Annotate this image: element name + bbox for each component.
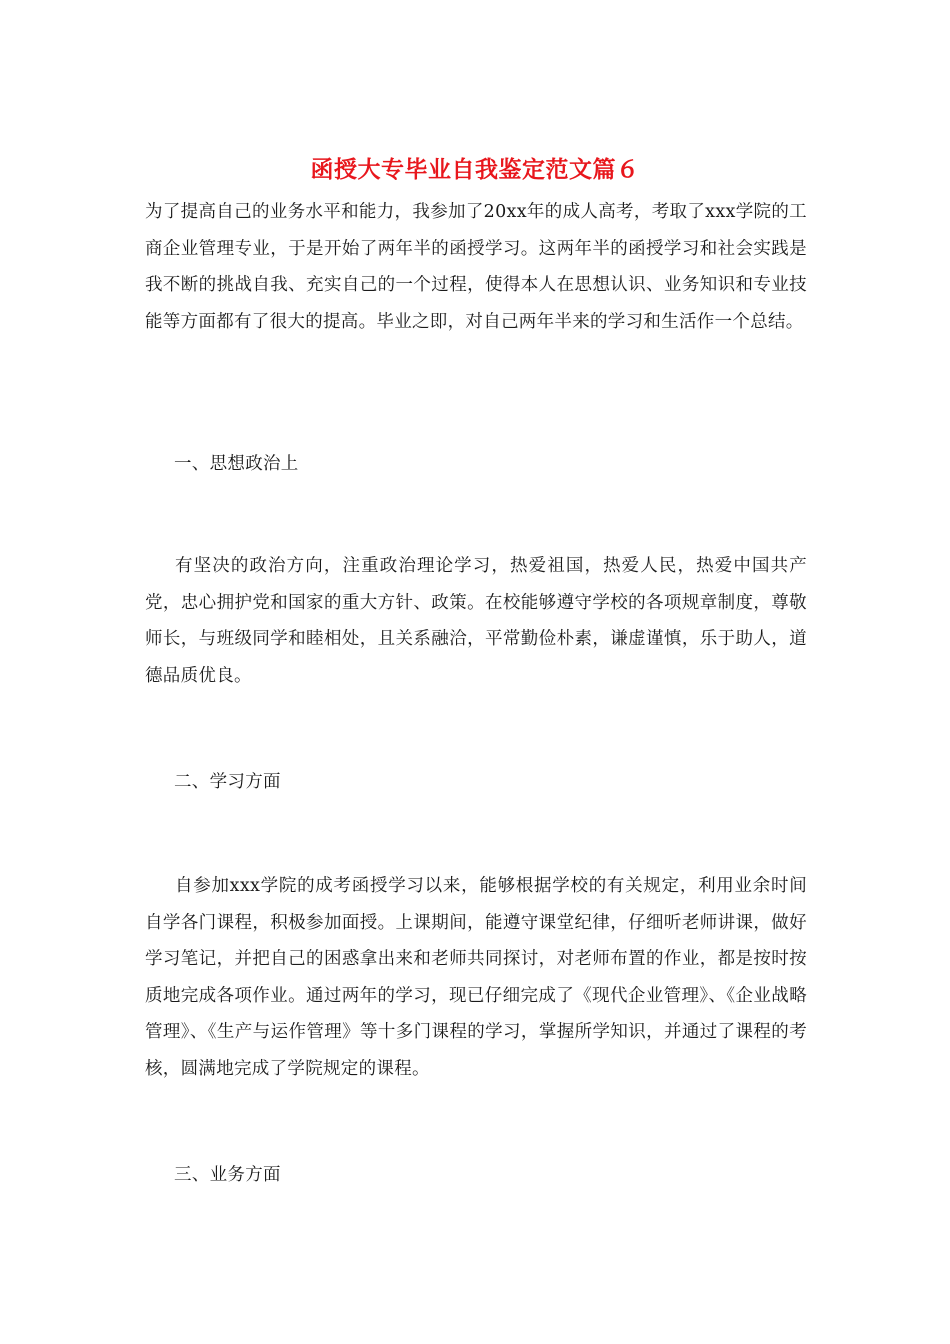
- section-heading-business: 三、业务方面: [174, 1165, 281, 1185]
- section-heading-study: 二、学习方面: [174, 772, 281, 792]
- document-title: 函授大专毕业自我鉴定范文篇６: [310, 156, 640, 183]
- section-body-study: 自参加xxx学院的成考函授学习以来，能够根据学校的有关规定，利用业余时间自学各门课程，积极参加面授。上课期间，能遵守课堂纪律，仔细听老师讲课，做好学习笔记，并把自己的困惑拿出来和老师共同探讨，对老师布置的作业，都是按时按质地完成各项作业。通过两年的学习，现已仔细完成了《现代企业管理》、《企业战略管理》、《生产与运作管理》等十多门课程的学习，掌握所学知识，并通过了课程的考核，圆满地完成了学院规定的课程。: [145, 876, 807, 1079]
- section-heading-politics: 一、思想政治上: [174, 454, 299, 474]
- section-body-politics: 有坚决的政治方向，注重政治理论学习，热爱祖国，热爱人民，热爱中国共产党，忠心拥护党和国家的重大方针、政策。在校能够遵守学校的各项规章制度，尊敬师长，与班级同学和睦相处，且关系融洽，平常勤俭朴素，谦虚谨慎，乐于助人，道德品质优良。: [145, 556, 807, 686]
- intro-paragraph: 为了提高自己的业务水平和能力，我参加了20xx年的成人高考，考取了xxx学院的工商企业管理专业，于是开始了两年半的函授学习。这两年半的函授学习和社会实践是我不断的挑战自我、充实自己的一个过程，使得本人在思想认识、业务知识和专业技能等方面都有了很大的提高。毕业之即，对自己两年半来的学习和生活作一个总结。: [145, 202, 807, 332]
